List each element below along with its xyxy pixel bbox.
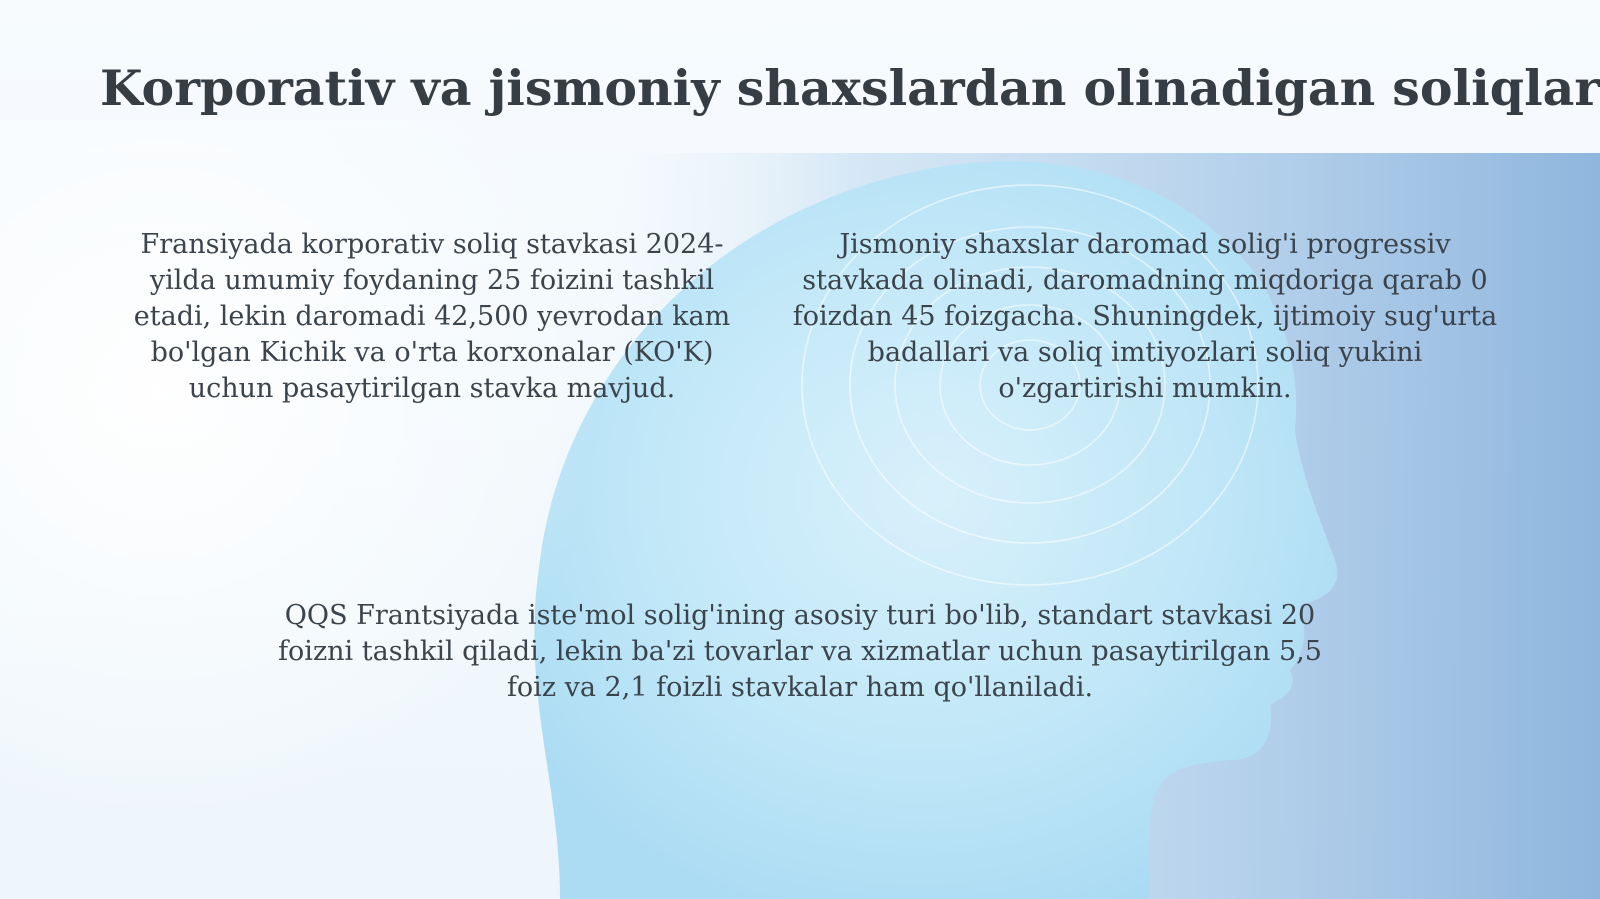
- slide-title: Korporativ va jismoniy shaxslardan olinadigan soliqlar: [100, 59, 1600, 117]
- corporate-tax-paragraph: Fransiyada korporativ soliq stavkasi 2024-yilda umumiy foydaning 25 foizini tashkil etadi, lekin daromadi 42,500 yevrodan kam bo'lgan Kichik va o'rta korxonalar (KO'K) uchun pasaytirilgan stavka mavjud.: [133, 229, 731, 404]
- individual-tax-paragraph: Jismoniy shaxslar daromad solig'i progressiv stavkada olinadi, daromadning miqdoriga qarab 0 foizdan 45 foizgacha. Shuningdek, ijtimoiy sug'urta badallari va soliq imtiyozlari soliq yukini o'zgartirishi mumkin.: [792, 229, 1498, 404]
- vat-paragraph: QQS Frantsiyada iste'mol solig'ining asosiy turi bo'lib, standart stavkasi 20 foizni tashkil qiladi, lekin ba'zi tovarlar va xizmatlar uchun pasaytirilgan 5,5 foiz va 2,1 foizli stavkalar ham qo'llaniladi.: [278, 600, 1322, 703]
